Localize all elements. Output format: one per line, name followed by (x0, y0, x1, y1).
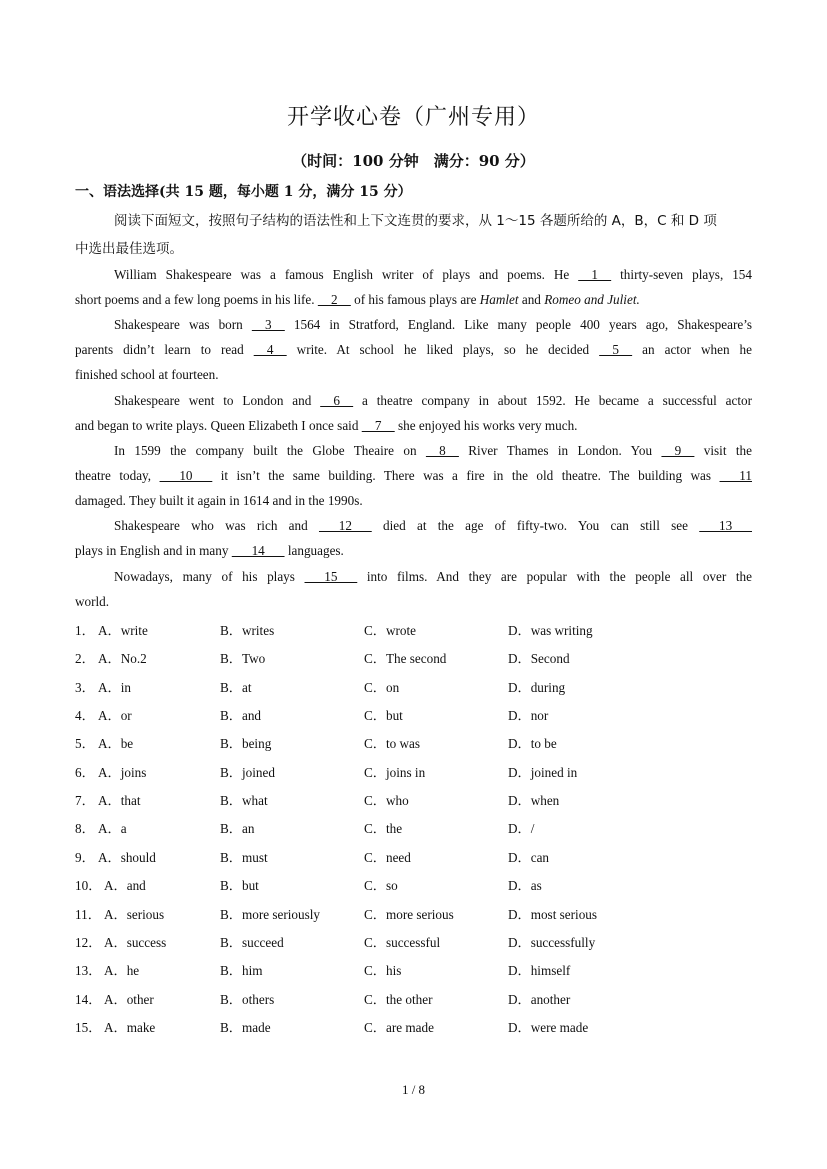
option-a: A．that (98, 793, 141, 809)
answer-blank: 6 (320, 393, 354, 408)
option-c: C．the other (364, 991, 433, 1007)
answer-blank: 15 (304, 569, 358, 584)
option-a: A．success (104, 934, 167, 950)
option-b: B．writes (220, 623, 275, 638)
answer-blank: 2 (317, 292, 351, 307)
option-a: A．in (98, 679, 131, 695)
option-c: C．the (364, 821, 403, 837)
document-title: 开学收心卷（广州专用） (286, 105, 540, 130)
exam-time-score: （时间：100 分钟 满分：90 分） (292, 152, 535, 170)
option-b: B．being (220, 736, 272, 752)
passage-text: it isn’t the same building. There was a fire in the old theatre. The building was (212, 468, 720, 483)
option-a: A．should (98, 849, 156, 865)
answer-blank: 1 (578, 267, 612, 282)
instructions-line-2: 中选出最佳选项。 (75, 241, 183, 257)
question-number: 11． (75, 906, 101, 922)
passage-line (75, 542, 752, 560)
passage-text: short poems and a few long poems in his life. (75, 292, 318, 307)
answer-blank: 13 (699, 518, 752, 533)
option-c: C．who (364, 793, 409, 809)
passage-text: Shakespeare who was rich and (114, 518, 319, 533)
passage-line (75, 467, 752, 485)
passage-text: write. At school he liked plays, so he decided (286, 342, 600, 357)
passage-text: of his famous plays are (350, 292, 480, 307)
option-c: C．wrote (364, 623, 417, 638)
passage-text: Shakespeare went to London and (114, 393, 321, 408)
answer-blank: 5 (599, 342, 633, 357)
passage-text: Shakespeare was born (114, 317, 252, 332)
option-d: D．to be (508, 736, 557, 752)
question-number: 13． (75, 963, 102, 979)
passage-text: languages. (284, 543, 344, 558)
passage-text: into films. And they are popular with the people all over the (357, 569, 752, 584)
question-number: 10． (75, 878, 102, 894)
passage-text: a theatre company in about 1592. He became a successful actor (353, 393, 752, 408)
answer-blank: 3 (251, 317, 285, 332)
option-b: B．joined (220, 764, 275, 780)
option-c: C．joins in (364, 764, 426, 780)
answer-blank: 10 (159, 468, 213, 483)
option-b: B．and (220, 708, 262, 724)
question-number: 5． (75, 736, 95, 752)
option-a: A．serious (104, 906, 165, 922)
passage-text: River Thames in London. You (458, 443, 662, 458)
question-number: 12． (75, 934, 102, 950)
option-d: D．when (508, 793, 560, 809)
question-number: 1． (75, 623, 95, 638)
option-a: A．he (104, 963, 140, 979)
option-c: C．to was (364, 736, 421, 752)
option-d: D．were made (508, 1019, 589, 1035)
passage-line (75, 417, 752, 435)
answer-blank: 11 (719, 468, 752, 483)
instructions-line-1: 阅读下面短文，按照句子结构的语法性和上下文连贯的要求，从 1～15 各题所给的 A，B，C 和 D 项 (114, 213, 717, 229)
option-d: D．joined in (508, 764, 578, 780)
option-a: A．a (98, 821, 127, 837)
option-a: A．be (98, 736, 134, 752)
play-title: Romeo and Juliet. (544, 292, 640, 307)
option-c: C．on (364, 679, 400, 695)
option-d: D．can (508, 849, 550, 865)
question-number: 6． (75, 764, 95, 780)
option-a: A．and (104, 878, 146, 894)
passage-line (114, 442, 752, 460)
answer-blank: 7 (361, 418, 395, 433)
passage-text: and (518, 292, 545, 307)
passage-text: parents didn’t learn to read (75, 342, 254, 357)
passage-text: visit the (694, 443, 752, 458)
question-number: 8． (75, 821, 95, 837)
passage-line (114, 517, 752, 535)
passage-text: she enjoyed his works very much. (394, 418, 578, 433)
option-b: B．what (220, 793, 268, 809)
passage-text: finished school at fourteen. (75, 367, 219, 382)
option-b: B．made (220, 1019, 271, 1035)
option-c: C．are made (364, 1019, 434, 1035)
option-c: C．successful (364, 934, 441, 950)
option-b: B．others (220, 991, 275, 1007)
option-d: D．/ (508, 821, 535, 837)
passage-text: and began to write plays. Queen Elizabeth I once said (75, 418, 362, 433)
option-d: D．as (508, 878, 542, 894)
option-a: A．No.2 (98, 651, 147, 667)
question-number: 14． (75, 991, 102, 1007)
passage-line (75, 291, 752, 309)
option-b: B．at (220, 679, 252, 695)
answer-blank: 14 (231, 543, 285, 558)
passage-line (75, 341, 752, 359)
question-number: 7． (75, 793, 95, 809)
answer-blank: 9 (661, 443, 695, 458)
option-c: C．his (364, 963, 402, 979)
passage-text: world. (75, 594, 110, 609)
option-c: C．but (364, 708, 403, 724)
passage-text: damaged. They built it again in 1614 and in the 1990s. (75, 493, 363, 508)
passage-text: plays in English and in many (75, 543, 232, 558)
option-d: D．another (508, 991, 571, 1007)
passage-line (114, 316, 752, 334)
question-number: 15． (75, 1019, 102, 1035)
passage-line (114, 266, 752, 284)
passage-text: died at the age of fifty-two. You can still see (371, 518, 700, 533)
question-number: 3． (75, 679, 95, 695)
option-b: B．an (220, 821, 255, 837)
passage-line (75, 492, 752, 510)
option-d: D．himself (508, 963, 571, 979)
option-d: D．successfully (508, 934, 596, 950)
option-d: D．nor (508, 708, 549, 724)
question-number: 9． (75, 849, 95, 865)
passage-text: Nowadays, many of his plays (114, 569, 305, 584)
passage-text: thirty-seven plays, 154 (611, 267, 752, 282)
answer-blank: 8 (425, 443, 459, 458)
passage-text: an actor when he (632, 342, 752, 357)
passage-line (114, 568, 752, 586)
passage-text: William Shakespeare was a famous English writer of plays and poems. He (114, 267, 579, 282)
option-b: B．must (220, 849, 268, 865)
option-c: C．more serious (364, 906, 454, 922)
passage-line (75, 366, 752, 384)
passage-text: In 1599 the company built the Globe Theaire on (114, 443, 426, 458)
option-a: A．write (98, 623, 148, 638)
option-b: B．more seriously (220, 906, 320, 922)
page-number: 1 / 8 (401, 1082, 426, 1097)
option-b: B．Two (220, 651, 266, 667)
option-a: A．other (104, 991, 154, 1007)
passage-text: theatre today, (75, 468, 160, 483)
option-b: B．but (220, 878, 259, 894)
option-c: C．The second (364, 651, 447, 667)
passage-line (75, 593, 752, 611)
option-b: B．succeed (220, 934, 284, 950)
play-title: Hamlet (479, 292, 519, 307)
option-b: B．him (220, 963, 263, 979)
option-d: D．was writing (508, 623, 593, 638)
option-d: D．during (508, 679, 566, 695)
question-number: 4． (75, 708, 95, 724)
answer-blank: 12 (318, 518, 372, 533)
passage-line (114, 392, 752, 410)
option-d: D．Second (508, 651, 570, 667)
option-c: C．so (364, 878, 398, 894)
option-a: A．joins (98, 764, 147, 780)
option-d: D．most serious (508, 906, 598, 922)
passage-text: 1564 in Stratford, England. Like many people 400 years ago, Shakespeare’s (284, 317, 752, 332)
answer-blank: 4 (253, 342, 287, 357)
section-heading: 一、语法选择(共 15 题，每小题 1 分，满分 15 分） (75, 184, 412, 200)
option-a: A．or (98, 708, 132, 724)
option-a: A．make (104, 1019, 156, 1035)
question-number: 2． (75, 651, 95, 667)
option-c: C．need (364, 849, 411, 865)
